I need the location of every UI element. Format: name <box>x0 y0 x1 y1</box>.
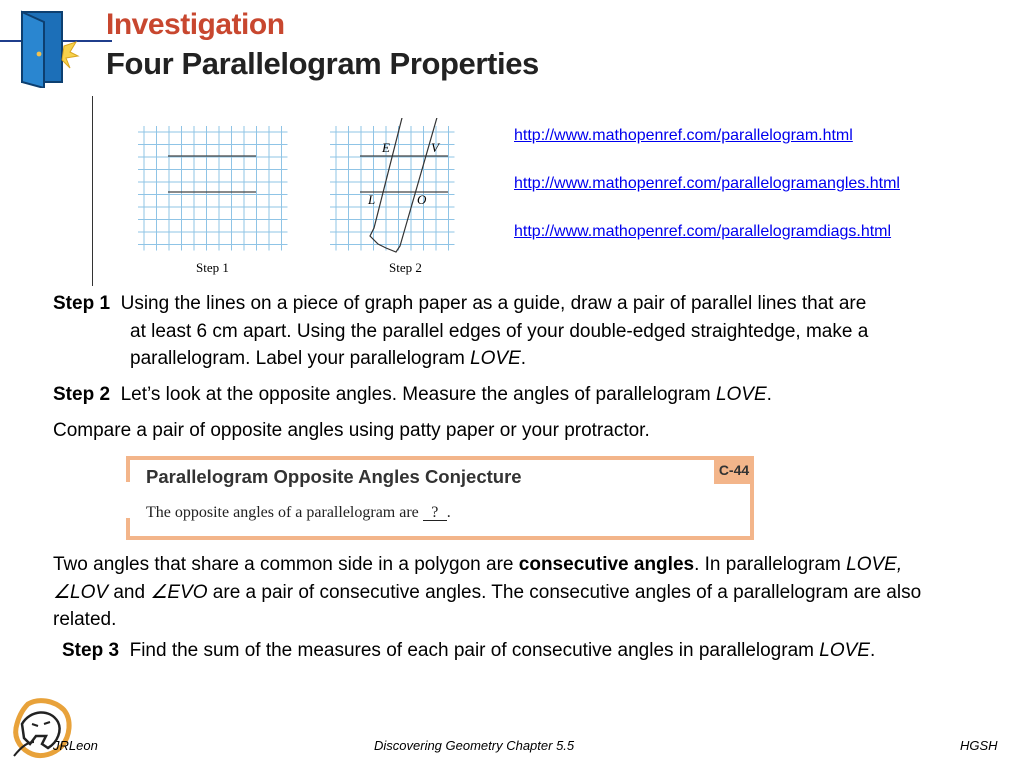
compare-text: Compare a pair of opposite angles using patty paper or your protractor. <box>53 420 650 441</box>
investigation-title: Investigation <box>106 8 285 41</box>
link-parallelogram-angles[interactable]: http://www.mathopenref.com/parallelogramangles.html <box>514 175 900 192</box>
conjecture-period: . <box>446 504 451 521</box>
vertical-divider <box>92 96 93 286</box>
consecutive-line1 <box>53 551 902 579</box>
step3-text: Find the sum of the measures of each pair of consecutive angles in parallelogram <box>129 640 820 661</box>
step1-text1: Using the lines on a piece of graph paper as a guide, draw a pair of parallel lines that are <box>120 293 867 314</box>
step1-line1 <box>53 290 866 318</box>
door-icon <box>18 8 80 88</box>
angle-evo: EVO <box>167 582 208 603</box>
step1-line2: at least 6 cm apart. Using the parallel edges of your double-edged straightedge, make a <box>130 321 869 342</box>
consecutive-line3: related. <box>53 609 117 630</box>
label-o: O <box>417 192 427 207</box>
conjecture-border-bottom <box>126 536 754 540</box>
conjecture-heading: Parallelogram Opposite Angles Conjecture <box>146 466 522 487</box>
consecutive-term: consecutive angles <box>518 554 695 575</box>
consecutive-text-c: . In parallelogram <box>694 554 847 575</box>
label-e: E <box>382 140 390 155</box>
angle-lov: LOV <box>70 582 109 603</box>
step1-caption: Step 1 <box>196 260 229 275</box>
angle-symbol-1: ∠ <box>53 582 71 603</box>
step1-grid <box>138 126 288 251</box>
step1-period: . <box>520 348 527 369</box>
step3-love: LOVE <box>819 640 870 661</box>
footer-course: Discovering Geometry Chapter 5.5 <box>374 738 575 753</box>
conjecture-tag: C-44 <box>714 456 754 484</box>
conjecture-statement <box>146 504 451 522</box>
consecutive-and: and <box>108 582 151 603</box>
conjecture-border-left-lower <box>126 518 130 540</box>
step2-label: Step 2 <box>53 384 111 405</box>
page-title: Four Parallelogram Properties <box>106 46 539 81</box>
step1-love: LOVE <box>470 348 521 369</box>
conjecture-border-top <box>126 456 754 460</box>
label-l: L <box>368 192 376 207</box>
consecutive-line2 <box>53 579 921 607</box>
conjecture-border-left <box>126 456 130 482</box>
step3-period: . <box>869 640 876 661</box>
footer-author: JRLeon <box>53 738 98 753</box>
consecutive-text-rest: are a pair of consecutive angles. The consecutive angles of a parallelogram are also <box>207 582 922 603</box>
step2-period: . <box>766 384 772 405</box>
link-parallelogram[interactable]: http://www.mathopenref.com/parallelogram.html <box>514 127 853 144</box>
conjecture-border-right <box>750 482 754 540</box>
step1-line3 <box>130 345 526 373</box>
step2-line <box>53 381 772 409</box>
conjecture-box <box>126 456 754 542</box>
conjecture-text: The opposite angles of a parallelogram are <box>146 504 423 521</box>
angle-symbol-2: ∠ <box>150 582 168 603</box>
step3-line <box>62 637 875 665</box>
link-parallelogram-diags[interactable]: http://www.mathopenref.com/parallelogramdiags.html <box>514 223 892 240</box>
footer-school: HGSH <box>960 738 998 753</box>
consecutive-love: LOVE, <box>846 554 903 575</box>
label-v: V <box>431 140 439 155</box>
conjecture-blank: ? <box>423 506 447 521</box>
step3-label: Step 3 <box>62 640 120 661</box>
step2-caption: Step 2 <box>389 260 422 275</box>
step2-love: LOVE <box>715 384 767 405</box>
step2-text: Let’s look at the opposite angles. Measure the angles of parallelogram <box>120 384 716 405</box>
step-figures <box>130 118 460 278</box>
step1-label: Step 1 <box>53 293 111 314</box>
step1-text3: parallelogram. Label your parallelogram <box>130 348 471 369</box>
consecutive-text-a: Two angles that share a common side in a polygon are <box>53 554 519 575</box>
